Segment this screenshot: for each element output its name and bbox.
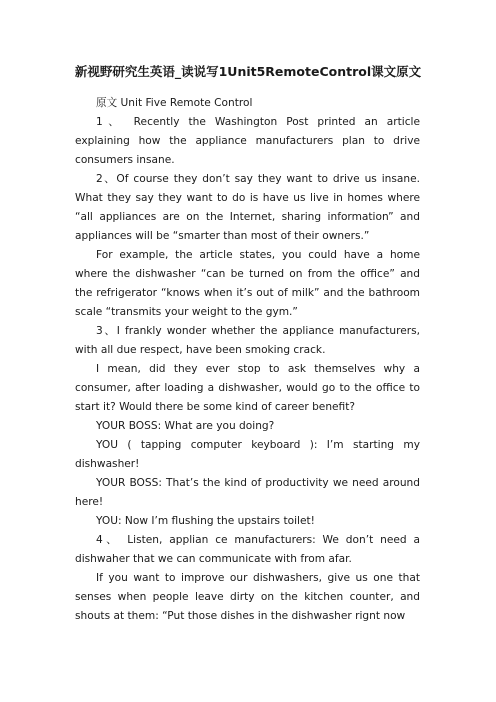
paragraph: If you want to improve our dishwashers, give us one that senses when people leave dirty on the kitchen counter, and shouts at them: “Put those dishes in the dishwasher rignt now (75, 572, 420, 622)
paragraph: 1、 Recently the Washington Post printed an article explaining how the appliance manufacturers plan to drive consumers insane. (75, 116, 420, 166)
paragraph: 4、 Listen, applian ce manufacturers: We don’t need a dishwaher that we can communicate with from afar. (75, 534, 420, 565)
paragraph: For example, the article states, you could have a home where the dishwasher “can be turned on from the office” and the refrigerator “knows when it’s out of milk” and the bathroom scale “transmits your weight to the gym.” (75, 249, 420, 318)
paragraph: I mean, did they ever stop to ask themselves why a consumer, after loading a dishwasher, would go to the office to start it? Would there be some kind of career benefit? (75, 363, 420, 413)
paragraph: YOU: Now I’m flushing the upstairs toilet! (96, 515, 315, 527)
paragraph: 原文 Unit Five Remote Control (96, 97, 253, 109)
paragraph: 2、Of course they don’t say they want to drive us insane. What they say they want to do is have us live in homes where “all appliances are on the Internet, sharing information” and appliances will be “smarter than most of their owners.” (75, 173, 420, 242)
paragraph: 3、I frankly wonder whether the appliance manufacturers, with all due respect, have been smoking crack. (75, 325, 420, 356)
paragraph: YOUR BOSS: That’s the kind of productivity we need around here! (75, 477, 420, 508)
document-body (75, 94, 420, 626)
paragraph: YOU ( tapping computer keyboard ): I’m starting my dishwasher! (75, 439, 420, 470)
paragraph: YOUR BOSS: What are you doing? (96, 420, 275, 432)
document-title: 新视野研究生英语_读说写1Unit5RemoteControl课文原文 (74, 64, 422, 79)
